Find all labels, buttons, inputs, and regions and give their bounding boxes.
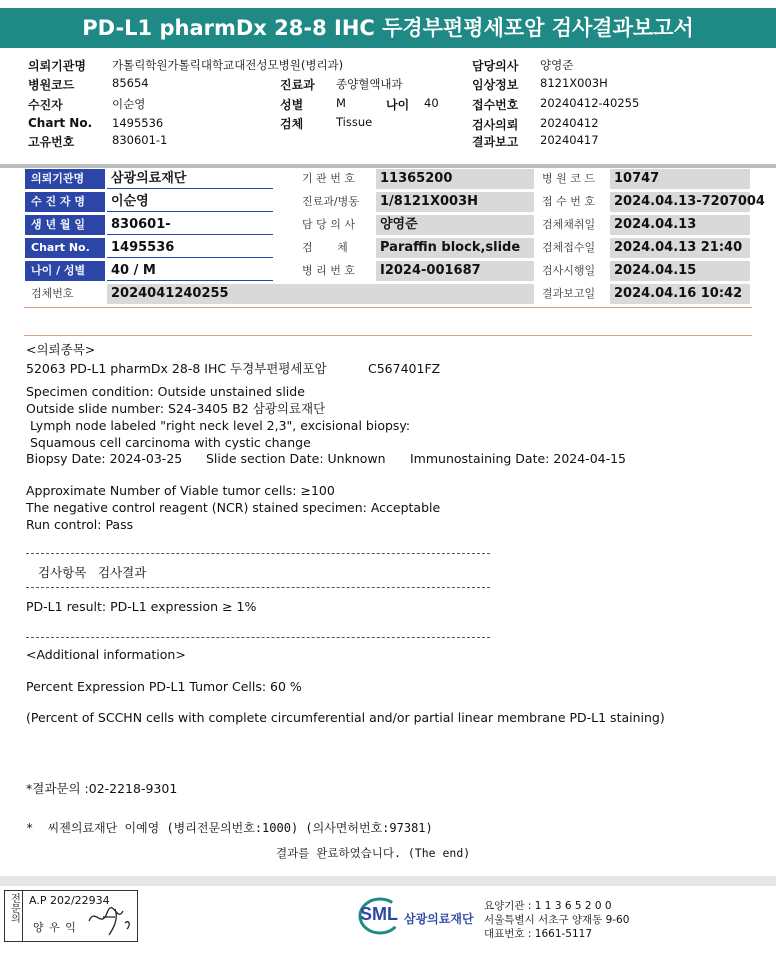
section-date: Slide section Date: Unknown	[206, 451, 386, 466]
dept-value: 종양혈액내과	[336, 77, 403, 91]
report-title: PD-L1 pharmDx 28-8 IHC 두경부편평세포암 검사결과보고서	[0, 8, 776, 48]
dashed-divider	[26, 553, 490, 554]
divider	[24, 335, 752, 336]
address-line2: 서울특별시 서초구 양재동 9-60	[484, 914, 630, 926]
additional-heading: <Additional information>	[26, 647, 186, 662]
specimen-no-label: 검체번호	[31, 287, 74, 300]
info-value: 2024.04.13	[610, 215, 750, 235]
final-report-label: 결과보고일	[542, 287, 596, 300]
info-value: 2024.04.13-7207004	[610, 192, 750, 212]
info-value: 830601-	[107, 215, 273, 235]
info-value: 10747	[610, 169, 750, 189]
specimen-label: 검체	[280, 117, 304, 131]
sml-logo-text: SML	[360, 904, 398, 924]
info-label: 접 수 번 호	[542, 195, 595, 208]
order-line: 52063 PD-L1 pharmDx 28-8 IHC 두경부편평세포암	[26, 361, 327, 376]
doctor-label: 담당의사	[472, 59, 519, 73]
address-line1: 요양기관 : 1 1 3 6 5 2 0 0	[484, 900, 612, 912]
institution-label: 의뢰기관명	[28, 59, 86, 73]
run-control: Run control: Pass	[26, 517, 134, 532]
biopsy-date: Biopsy Date: 2024-03-25	[26, 451, 183, 466]
pdl1-result: PD-L1 result: PD-L1 expression ≥ 1%	[26, 599, 257, 614]
clinical-value: 8121X003H	[540, 76, 608, 90]
receipt-value: 20240412-40255	[540, 96, 640, 110]
info-value: Paraffin block,slide	[376, 238, 534, 258]
request-label: 검사의뢰	[472, 118, 519, 132]
pathologist-stamp	[4, 890, 138, 942]
specimen-value: Tissue	[336, 115, 373, 129]
dashed-divider	[26, 587, 490, 588]
info-label: 병 원 코 드	[542, 172, 595, 185]
info-label: 병 리 번 호	[302, 264, 355, 277]
receipt-label: 접수번호	[472, 98, 519, 112]
order-heading: <의뢰종목>	[26, 342, 96, 357]
signature-icon	[85, 903, 135, 937]
viable-cells: Approximate Number of Viable tumor cells: ≥100	[26, 483, 335, 498]
info-value: I2024-001687	[376, 261, 534, 281]
info-label: 진료과/병동	[302, 195, 359, 208]
patient-label: 수진자	[28, 98, 63, 112]
inquiry-phone: *결과문의 :02-2218-9301	[26, 781, 178, 796]
info-label: 검 체	[302, 241, 348, 254]
end-line: 결과를 완료하였습니다. (The end)	[276, 846, 471, 860]
doctor-value: 양영준	[540, 58, 574, 72]
info-value: 11365200	[376, 169, 534, 189]
unique-value: 830601-1	[112, 133, 168, 147]
header-separator	[0, 164, 776, 168]
immuno-date: Immunostaining Date: 2024-04-15	[410, 451, 627, 466]
specimen-no-value: 2024041240255	[107, 284, 534, 304]
footer-band	[0, 876, 776, 886]
sex-value: M	[336, 96, 346, 110]
info-value: 40 / M	[107, 261, 273, 281]
sml-logo-name: 삼광의료재단	[404, 912, 474, 926]
report-label: 결과보고	[472, 135, 519, 149]
column-result: 검사결과	[98, 565, 147, 580]
column-item: 검사항목	[38, 565, 87, 580]
outside-slide: Outside slide number: S24-3405 B2 삼광의료재단	[26, 401, 326, 416]
info-label: 담 당 의 사	[302, 218, 355, 231]
request-value: 20240412	[540, 116, 599, 130]
info-label: 의뢰기관명	[25, 169, 105, 189]
divider	[24, 307, 752, 308]
unique-label: 고유번호	[28, 135, 75, 149]
percent-expression: Percent Expression PD-L1 Tumor Cells: 60 %	[26, 679, 302, 694]
clinical-label: 임상정보	[472, 78, 519, 92]
age-value: 40	[424, 96, 439, 110]
info-label: Chart No.	[25, 238, 105, 258]
stamp-side-label: 전문의	[5, 891, 23, 941]
hospital-code-label: 병원코드	[28, 78, 75, 92]
final-report-value: 2024.04.16 10:42	[610, 284, 750, 304]
sml-logo	[358, 896, 474, 940]
info-label: 검체채취일	[542, 218, 596, 231]
info-value: 삼광의료재단	[107, 169, 273, 189]
order-code: C567401FZ	[368, 361, 441, 376]
specimen-condition: Specimen condition: Outside unstained slide	[26, 384, 305, 399]
lymph-node: Lymph node labeled "right neck level 2,3", excisional biopsy:	[26, 418, 411, 433]
info-label: 수 진 자 명	[25, 192, 105, 212]
signer-line: * 씨젠의료재단 이예영 (병리전문의번호:1000) (의사면허번호:97381)	[26, 821, 433, 835]
info-value: 이순영	[107, 192, 273, 212]
chart-value: 1495536	[112, 116, 164, 130]
age-label: 나이	[386, 98, 410, 112]
chart-label: Chart No.	[28, 116, 93, 130]
dashed-divider	[26, 637, 490, 638]
diagnosis: Squamous cell carcinoma with cystic change	[26, 435, 311, 450]
info-value: 2024.04.13 21:40	[610, 238, 750, 258]
info-label: 기 관 번 호	[302, 172, 355, 185]
info-label: 검사시행일	[542, 264, 596, 277]
info-value: 1495536	[107, 238, 273, 258]
info-label: 검체접수일	[542, 241, 596, 254]
dept-label: 진료과	[280, 78, 315, 92]
info-label: 생 년 월 일	[25, 215, 105, 235]
percent-definition: (Percent of SCCHN cells with complete circumferential and/or partial linear membrane PD-L1 staining)	[26, 710, 665, 725]
info-label: 나이 / 성별	[25, 261, 105, 281]
report-value: 20240417	[540, 133, 599, 147]
institution-value: 가톨릭학원가톨릭대학교대전성모병원(병리과)	[112, 58, 344, 72]
info-value: 양영준	[376, 215, 534, 235]
stamp-line2: 양 우 익	[33, 921, 77, 934]
info-value: 2024.04.15	[610, 261, 750, 281]
sex-label: 성별	[280, 98, 304, 112]
patient-value: 이순영	[112, 97, 146, 111]
stamp-line1: A.P 202/22934	[29, 894, 110, 907]
ncr-line: The negative control reagent (NCR) stained specimen: Acceptable	[26, 500, 441, 515]
address-line3: 대표번호 : 1661-5117	[484, 928, 593, 940]
hospital-code-value: 85654	[112, 76, 149, 90]
info-value: 1/8121X003H	[376, 192, 534, 212]
